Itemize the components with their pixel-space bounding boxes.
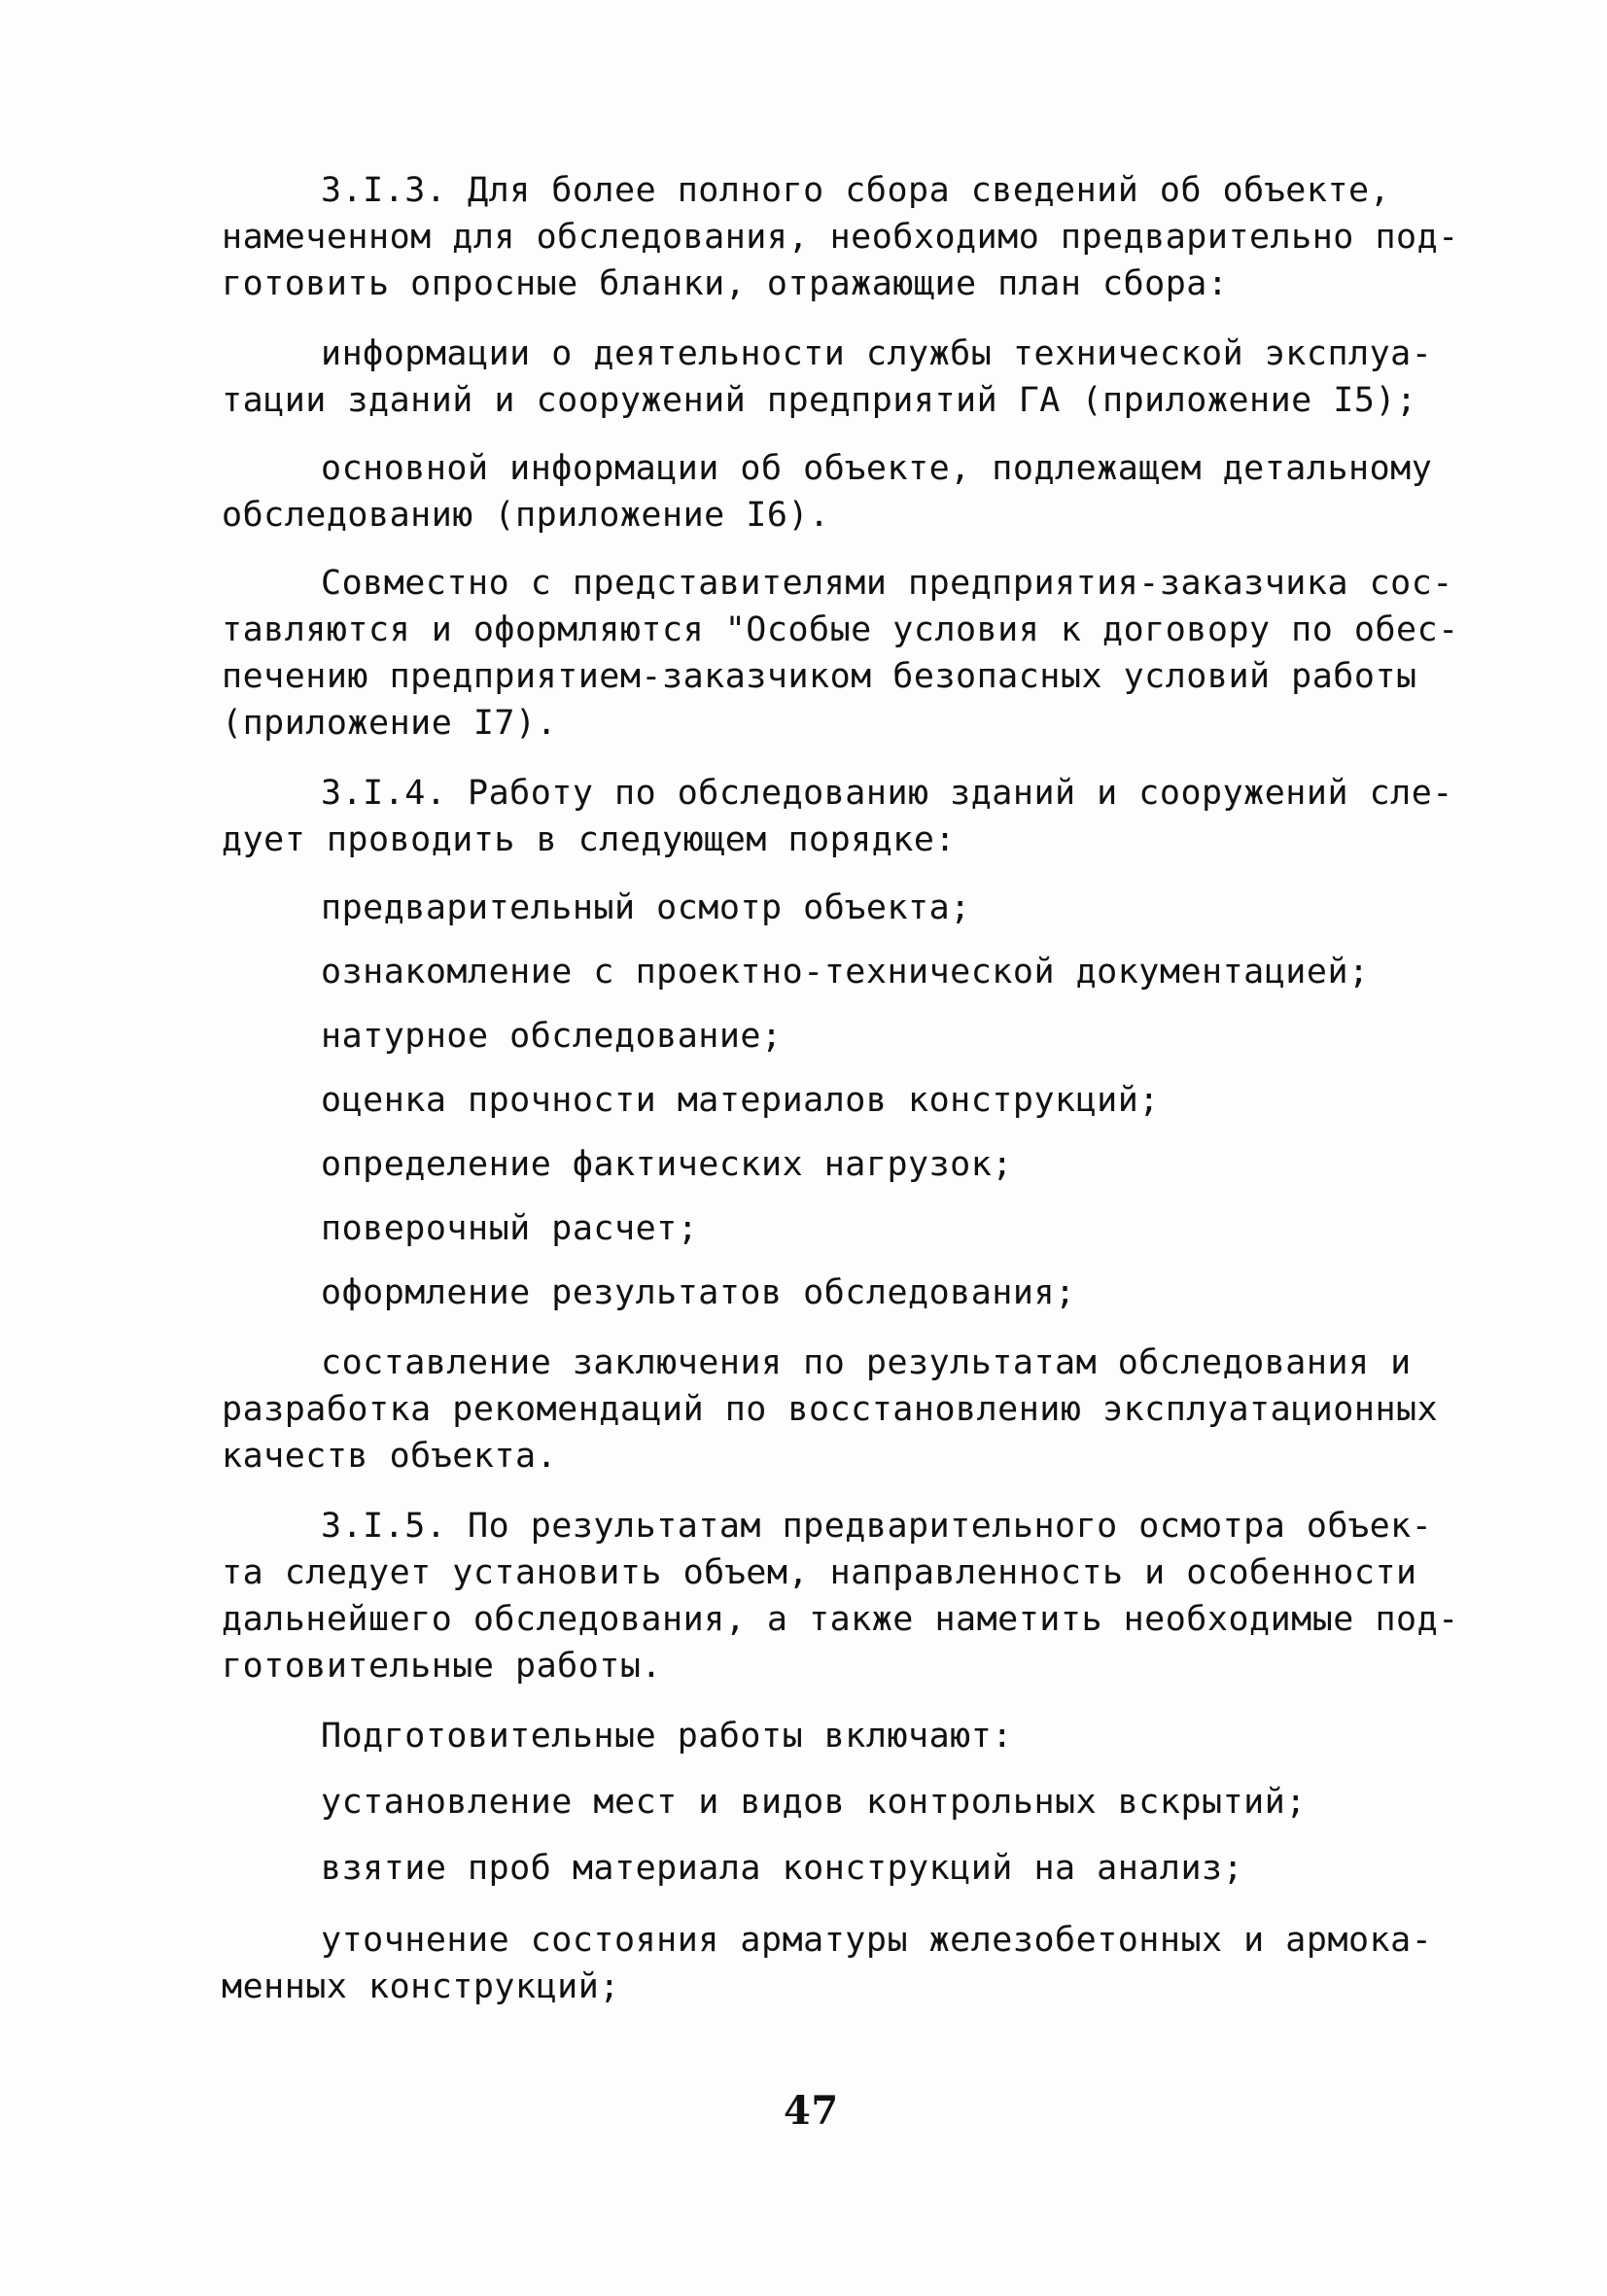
text-line: (приложение I7).	[222, 704, 558, 743]
text-line: 3.I.5. По результатам предварительного осмотра объек-	[321, 1507, 1433, 1546]
text-line: менных конструкций;	[222, 1967, 620, 2006]
text-line: Подготовительные работы включают:	[321, 1717, 1013, 1756]
text-line: определение фактических нагрузок;	[321, 1145, 1013, 1184]
text-line: тавляются и оформляются "Особые условия к договору по обес-	[222, 610, 1459, 649]
text-line: та следует установить объем, направленность и особенности	[222, 1553, 1417, 1592]
text-line: 3.I.4. Работу по обследованию зданий и сооружений сле-	[321, 774, 1453, 813]
text-line: составление заключения по результатам обследования и	[321, 1343, 1412, 1382]
text-line: разработка рекомендаций по восстановлению эксплуатационных	[222, 1390, 1439, 1429]
text-line: оценка прочности материалов конструкций;	[321, 1081, 1160, 1120]
text-line: готовить опросные бланки, отражающие план сбора:	[222, 264, 1229, 303]
text-line: информации о деятельности службы технической эксплуа-	[321, 334, 1433, 373]
text-line: основной информации об объекте, подлежащем детальному	[321, 449, 1433, 488]
text-line: ознакомление с проектно-технической документацией;	[321, 953, 1370, 991]
text-line: Совместно с представителями предприятия-заказчика сос-	[321, 564, 1453, 603]
text-line: намеченном для обследования, необходимо предварительно под-	[222, 218, 1459, 257]
text-line: натурное обследование;	[321, 1017, 783, 1056]
text-line: готовительные работы.	[222, 1647, 663, 1686]
text-line: тации зданий и сооружений предприятий ГА (приложение I5);	[222, 381, 1417, 420]
text-line: обследованию (приложение I6).	[222, 496, 830, 535]
text-line: взятие проб материала конструкций на анализ;	[321, 1849, 1244, 1888]
text-line: установление мест и видов контрольных вскрытий;	[321, 1783, 1307, 1822]
text-line: оформление результатов обследования;	[321, 1273, 1076, 1312]
text-line: дует проводить в следующем порядке:	[222, 820, 957, 859]
text-line: поверочный расчет;	[321, 1209, 699, 1248]
text-line: уточнение состояния арматуры железобетонных и армока-	[321, 1921, 1433, 1960]
text-line: печению предприятием-заказчиком безопасных условий работы	[222, 657, 1417, 696]
text-line: качеств объекта.	[222, 1437, 558, 1476]
text-line: 3.I.3. Для более полного сбора сведений об объекте,	[321, 171, 1391, 210]
text-line: предварительный осмотр объекта;	[321, 888, 971, 927]
text-line: дальнейшего обследования, а также наметить необходимые под-	[222, 1600, 1459, 1639]
page-number: 47	[784, 2088, 839, 2134]
